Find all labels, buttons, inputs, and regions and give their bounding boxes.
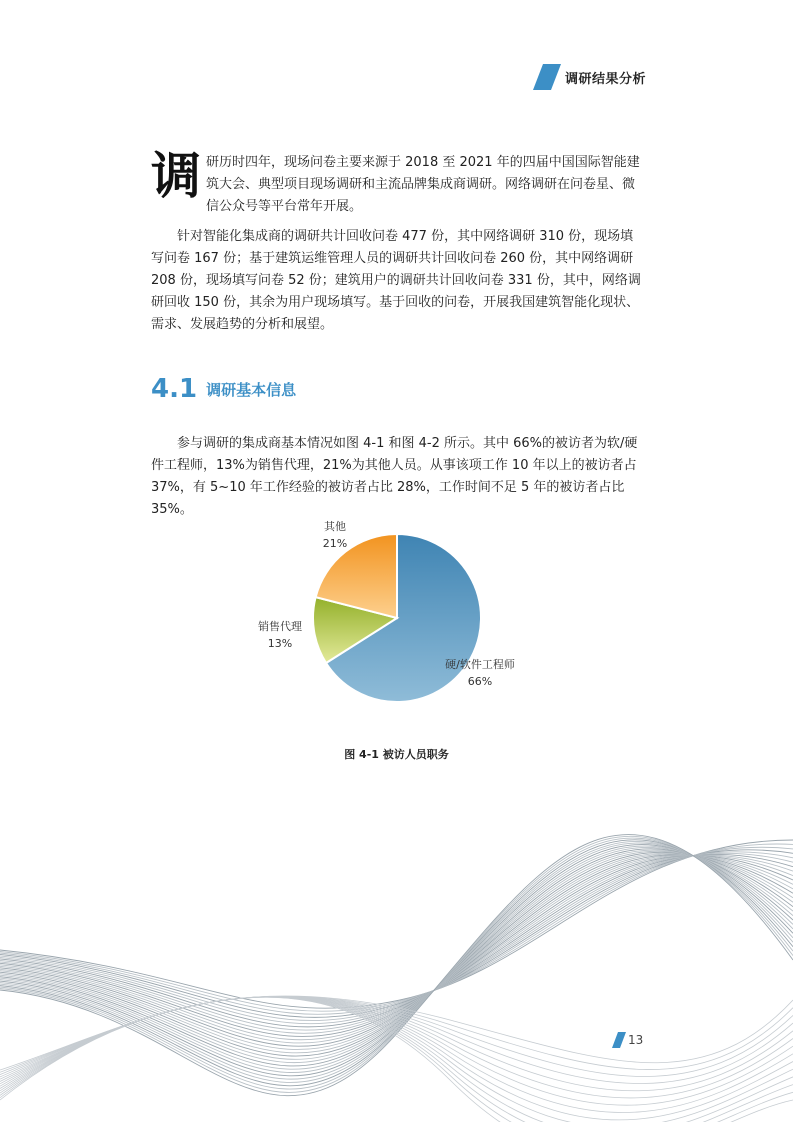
wave-line xyxy=(0,846,793,1073)
wave-line xyxy=(0,834,793,1095)
pie-value-sales: 13% xyxy=(267,637,293,650)
wave-line xyxy=(0,838,793,1089)
page-number-slash-mark xyxy=(612,1032,626,1048)
wave-line xyxy=(0,844,793,1011)
page-header xyxy=(533,64,793,92)
drop-cap: 调 xyxy=(151,147,201,205)
section-number: 4.1 xyxy=(151,374,198,404)
section-heading xyxy=(151,374,296,404)
pie-chart xyxy=(240,510,560,730)
wave-line xyxy=(0,843,793,1079)
header-slash-mark xyxy=(533,64,561,90)
pie-value-engineer: 66% xyxy=(467,675,493,688)
intro-paragraph: 研历时四年，现场问卷主要来源于 2018 至 2021 年的四届中国国际智能建筑大会、典型项目现场调研和主流品牌集成商调研。网络调研在问卷星、微信公众号等平台常年开展。 xyxy=(206,155,640,214)
wave-line xyxy=(0,855,793,1043)
wave-line xyxy=(0,855,793,1030)
pie-label-other: 其他 xyxy=(324,520,346,533)
wave-line xyxy=(0,853,793,1023)
wave-line xyxy=(0,850,793,1018)
decorative-wave-lines xyxy=(0,820,793,1122)
paragraph-survey-counts: 针对智能化集成商的调研共计回收问卷 477 份，其中网络调研 310 份，现场填写问卷 167 份；基于建筑运维管理人员的调研共计回收问卷 260 份，其中网络调研 208 份，现场填写问卷 52 份；建筑用户的调研共计回收问卷 331 份，其中，网络调研回收 150 份，其余为用户现场填写。基于回收的问卷，开展我国建筑智能化现状、需求、发展趋势的分析和展望。 xyxy=(151,229,641,332)
header-title: 调研结果分析 xyxy=(565,72,647,87)
figure-caption: 图 4-1 被访人员职务 xyxy=(344,748,449,761)
pie-label-sales: 销售代理 xyxy=(258,620,302,633)
wave-line xyxy=(0,840,793,1086)
pie-label-engineer: 硬/软件工程师 xyxy=(445,658,515,671)
wave-line xyxy=(0,845,793,1076)
paragraph-respondents: 参与调研的集成商基本情况如图 4-1 和图 4-2 所示。其中 66%的被访者为软/硬件工程师，13%为销售代理，21%为其他人员。从事该项工作 10 年以上的被访者占 37%，有 5~10 年工作经验的被访者占比 28%，工作时间不足 5 年的被访者占比 35%。 xyxy=(151,436,638,517)
wave-line xyxy=(0,836,793,1092)
wave-line xyxy=(0,841,793,1082)
section-title: 调研基本信息 xyxy=(206,380,297,399)
page-number-text: 13 xyxy=(628,1033,644,1047)
pie-value-other: 21% xyxy=(322,537,348,550)
